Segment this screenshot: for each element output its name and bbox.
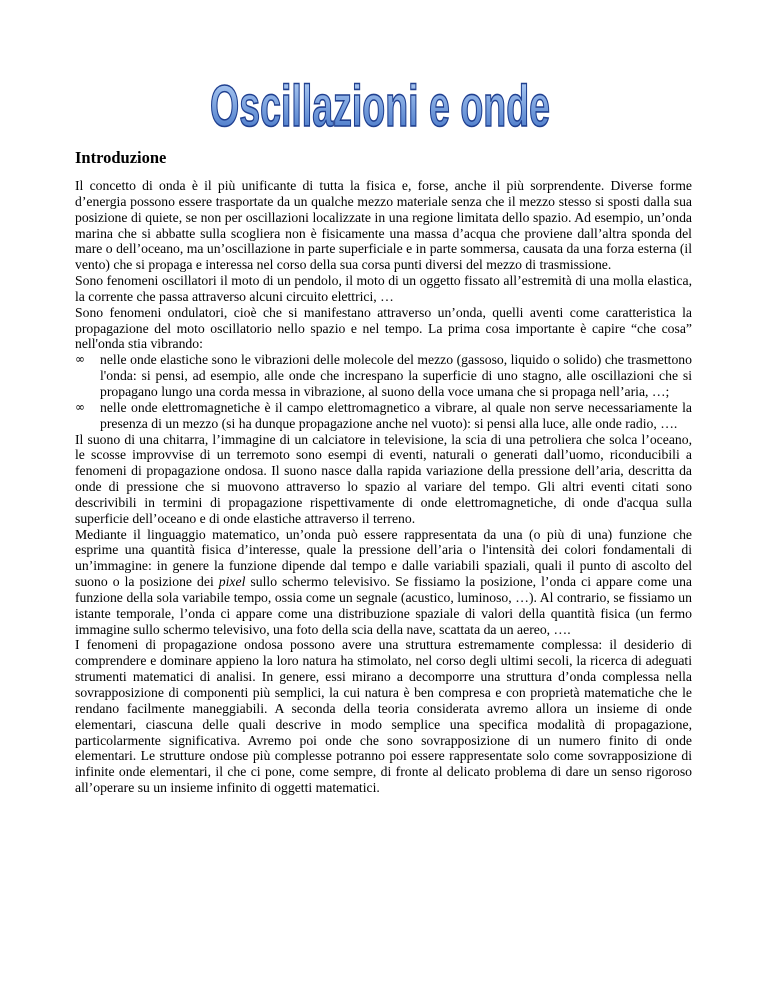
list-item-text: nelle onde elastiche sono le vibrazioni delle molecole del mezzo (gassoso, liquido o solido) che trasmettono l'onda: si pensi, ad esempio, alle onde che increspano la superficie di uno stagno, alle oscillazioni che si propagano lungo una corda messa in vibrazione, al suono della voce umana che si propaga nell’aria, …; bbox=[100, 352, 692, 399]
wordart-title-text: Oscillazioni e onde bbox=[210, 74, 550, 139]
bullet-list bbox=[75, 352, 692, 431]
paragraph-wave-phenomena: Sono fenomeni ondulatori, cioè che si manifestano attraverso un’onda, quelli aventi come caratteristica la propagazione del moto oscillatorio nello spazio e nel tempo. La prima cosa importante è capire “che cosa” nell'onda stia vibrando: bbox=[75, 304, 692, 352]
section-heading: Introduzione bbox=[75, 148, 167, 167]
italic-term: pixel bbox=[218, 574, 246, 590]
list-item-text: nelle onde elettromagnetiche è il campo elettromagnetico a vibrare, al quale non serve necessariamente la presenza di un mezzo (si ha dunque propagazione anche nel vuoto): si pensi alla luce, alle onde radio, …. bbox=[100, 399, 692, 431]
paragraph-examples: Il suono di una chitarra, l’immagine di un calciatore in televisione, la scia di una petroliera che solca l’oceano, le scosse improvvise di un terremoto sono esempi di eventi, naturali o generati dall’uomo, riconducibili a fenomeni di propagazione ondosa. Il suono nasce dalla rapida variazione della pressione dell’aria, descritta da onde di pressione che si muovono attraverso lo spazio al variare del tempo. Gli altri eventi citati sono descrivibili in termini di propagazione rispettivamente di onde elettromagnetiche, di onde d'acqua sulla superficie dell’oceano e di onde elastiche attraverso il terreno. bbox=[75, 431, 692, 526]
infinity-bullet-icon: ∞ bbox=[75, 399, 85, 414]
infinity-bullet-icon: ∞ bbox=[75, 352, 85, 367]
paragraph-wave-concept: Il concetto di onda è il più unificante di tutta la fisica e, forse, anche il più sorprendente. Diverse forme d’energia possono essere trasportate da un qualche mezzo materiale senza che il mezzo stesso si sposti dalla sua posizione di quiete, se non per oscillazioni localizzate in una regione limitata dello spazio. Ad esempio, un’onda marina che si abbatte sulla scogliera non è fisicamente una massa d’acqua che proviene dall’altra sponda del mare o dell’oceano, ma un’oscillazione in parte superficiale e in parte sommersa, causata da una forza esterna (il vento) che si propaga e interessa nel corso della sua corsa punti diversi del mezzo di trasmissione. bbox=[75, 178, 692, 273]
section-body bbox=[75, 178, 692, 796]
list-item bbox=[75, 400, 692, 432]
paragraph-mathematical-language bbox=[75, 527, 692, 638]
paragraph-oscillatory-phenomena: Sono fenomeni oscillatori il moto di un pendolo, il moto di un oggetto fissato all’estremità di una molla elastica, la corrente che passa attraverso alcuni circuito elettrici, … bbox=[75, 273, 692, 304]
paragraph-complex-structures: I fenomeni di propagazione ondosa possono avere una struttura estremamente complessa: il desiderio di comprendere e dominare appieno la loro natura ha stimolato, nel corso degli ultimi secoli, la ricerca di adeguati strumenti matematici di analisi. In genere, essi mirano a decomporre una struttura d’onda complessa nella sovrapposizione di componenti più semplici, la cui natura è ben compresa e con proprietà matematiche che le rendano facilmente maneggiabili. A seconda della teoria considerata avremo allora un insieme di onde elementari, ciascuna delle quali descrive in modo semplice una specifica modalità di propagazione, particolarmente significativa. Avremo poi onde che sono sovrapposizione di un numero finito di onde elementari. Le strutture ondose più complesse potranno poi essere rappresentate solo come sovrapposizione di infinite onde elementari, il che ci pone, come sempre, di fronte al delicato problema di dare un senso rigoroso all’operare su un insieme infinito di oggetti matematici. bbox=[75, 637, 692, 796]
wordart-title bbox=[200, 62, 560, 142]
text-run: Mediante il linguaggio matematico, un’onda può essere rappresentata da una (o più di una) funzione che esprime una quantità fisica d’interesse, quale la pressione dell’aria o l'intensità dei colori fondamentali di un’immagine: in genere la funzione dipende dal tempo e dalle variabili spaziali, quali il punto di ascolto del suono o la posizione dei bbox=[75, 526, 692, 590]
list-item bbox=[75, 352, 692, 400]
text-run: sullo schermo televisivo. Se fissiamo la posizione, l’onda ci appare come una funzione della sola variabile tempo, ossia come un segnale (acustico, luminoso, …). Al contrario, se fissiamo un istante temporale, l’onda ci appare come una distribuzione spaziale di valori della quantità fisica (un fermo immagine sullo schermo televisivo, una foto della scia della nave, scattata da un aereo, …. bbox=[75, 574, 692, 637]
wordart-title-graphic bbox=[200, 62, 560, 142]
